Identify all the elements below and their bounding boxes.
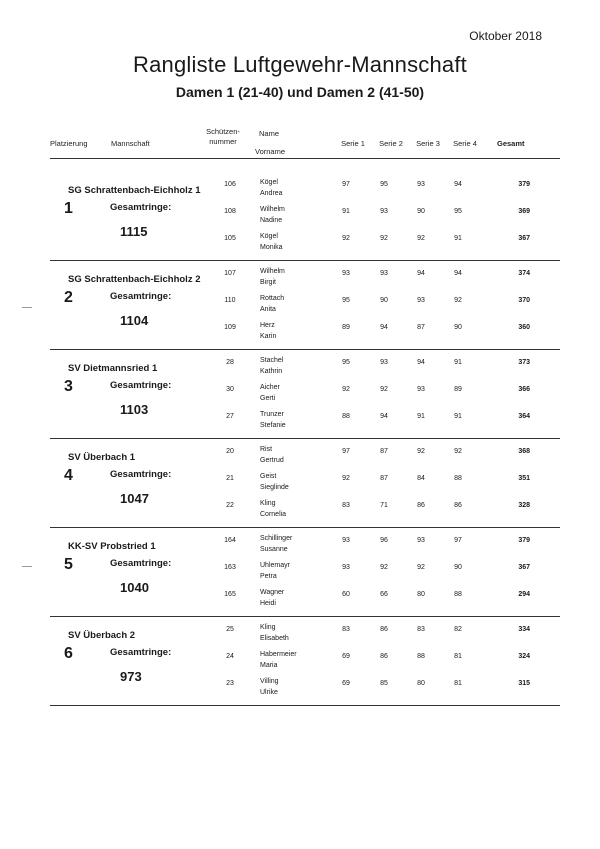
table-row [50,409,560,435]
shooter-first-name: Stefanie [260,422,286,429]
serie-2-score: 86 [380,653,388,660]
serie-3-score: 92 [417,235,425,242]
serie-2-score: 96 [380,537,388,544]
serie-1-score: 93 [342,564,350,571]
shooter-last-name: Wagner [260,589,285,596]
team-block [50,528,560,618]
table-row [50,676,560,702]
serie-4-score: 91 [454,235,462,242]
shooter-last-name: Kögel [260,179,278,186]
serie-2-score: 85 [380,680,388,687]
gesamtringe-label: Gesamtringe: [110,380,172,391]
serie-1-score: 93 [342,270,350,277]
team-name: SV Dietmannsried 1 [68,363,158,374]
header-schuetzennummer [200,127,246,147]
serie-2-score: 71 [380,502,388,509]
shooter-total: 334 [518,626,530,633]
serie-3-score: 93 [417,181,425,188]
table-row [50,293,560,319]
shooter-last-name: Geist [260,473,277,480]
header-schuetzennummer-line1: Schützen- [206,127,240,136]
serie-1-score: 92 [342,386,350,393]
gesamtringe-label: Gesamtringe: [110,291,172,302]
header-gesamt: Gesamt [497,139,525,148]
page-subtitle: Damen 1 (21-40) und Damen 2 (41-50) [175,84,425,100]
shooter-total: 374 [518,270,530,277]
serie-1-score: 88 [342,413,350,420]
shooter-total: 370 [518,297,530,304]
shooter-last-name: Trunzer [260,411,284,418]
serie-4-score: 90 [454,324,462,331]
header-schuetzennummer-line2: nummer [209,137,237,146]
table-row [50,649,560,675]
shooter-total: 360 [518,324,530,331]
shooter-first-name: Ulrike [260,689,278,696]
shooter-total: 368 [518,448,530,455]
shooter-first-name: Anita [260,306,276,313]
serie-4-score: 95 [454,208,462,215]
team-block [50,172,560,262]
shooter-number: 28 [226,359,234,366]
shooter-last-name: Villing [260,678,279,685]
scan-mark [22,307,32,308]
serie-1-score: 83 [342,626,350,633]
table-row [50,266,560,292]
serie-4-score: 90 [454,564,462,571]
shooter-number: 164 [224,537,236,544]
serie-2-score: 93 [380,359,388,366]
header-mannschaft: Mannschaft [111,139,150,148]
team-rank: 5 [64,556,73,573]
serie-4-score: 94 [454,270,462,277]
shooter-first-name: Kathrin [260,368,283,375]
shooter-total: 369 [518,208,530,215]
gesamtringe-value: 973 [120,669,142,684]
serie-2-score: 86 [380,626,388,633]
shooter-total: 324 [518,653,530,660]
shooter-last-name: Rist [260,446,273,453]
serie-3-score: 80 [417,680,425,687]
serie-1-score: 95 [342,359,350,366]
shooter-first-name: Susanne [260,546,288,553]
shooter-first-name: Karin [260,333,277,340]
shooter-number: 106 [224,181,236,188]
team-name: SG Schrattenbach-Eichholz 1 [68,185,201,196]
serie-2-score: 95 [380,181,388,188]
team-rank: 2 [64,289,73,306]
serie-4-score: 81 [454,653,462,660]
shooter-number: 20 [226,448,234,455]
team-divider [50,705,560,706]
serie-4-score: 91 [454,359,462,366]
shooter-last-name: Herz [260,322,275,329]
shooter-first-name: Nadine [260,217,283,224]
gesamtringe-label: Gesamtringe: [110,647,172,658]
serie-1-score: 60 [342,591,350,598]
serie-2-score: 93 [380,270,388,277]
shooter-first-name: Elisabeth [260,635,289,642]
shooter-last-name: Kling [260,624,276,631]
shooter-number: 30 [226,386,234,393]
serie-3-score: 91 [417,413,425,420]
header-platzierung: Platzierung [50,139,88,148]
serie-2-score: 94 [380,413,388,420]
shooter-first-name: Maria [260,662,278,669]
serie-2-score: 92 [380,235,388,242]
header-serie1: Serie 1 [341,139,365,148]
shooter-last-name: Kögel [260,233,278,240]
serie-3-score: 90 [417,208,425,215]
serie-1-score: 69 [342,680,350,687]
serie-3-score: 80 [417,591,425,598]
table-row [50,204,560,230]
shooter-total: 328 [518,502,530,509]
shooter-last-name: Schillinger [260,535,293,542]
shooter-last-name: Uhlemayr [260,562,290,569]
shooter-number: 27 [226,413,234,420]
serie-4-score: 86 [454,502,462,509]
shooter-number: 24 [226,653,234,660]
scan-mark [22,566,32,567]
serie-1-score: 97 [342,448,350,455]
team-name: KK-SV Probstried 1 [68,541,156,552]
serie-4-score: 91 [454,413,462,420]
shooter-last-name: Stachel [260,357,284,364]
serie-1-score: 93 [342,537,350,544]
serie-3-score: 84 [417,475,425,482]
shooter-total: 351 [518,475,530,482]
table-row [50,533,560,559]
page-title: Rangliste Luftgewehr-Mannschaft [133,52,467,77]
shooter-last-name: Habermeier [260,651,297,658]
table-row [50,471,560,497]
shooter-last-name: Kling [260,500,276,507]
gesamtringe-value: 1040 [120,580,149,595]
shooter-first-name: Andrea [260,190,283,197]
serie-1-score: 89 [342,324,350,331]
team-rank: 3 [64,378,73,395]
serie-3-score: 93 [417,386,425,393]
shooter-first-name: Monika [260,244,283,251]
shooter-first-name: Gerti [260,395,276,402]
serie-3-score: 94 [417,359,425,366]
shooter-total: 373 [518,359,530,366]
shooter-total: 379 [518,181,530,188]
team-rank: 1 [64,200,73,217]
shooter-number: 107 [224,270,236,277]
serie-2-score: 92 [380,564,388,571]
serie-2-score: 94 [380,324,388,331]
shooter-number: 163 [224,564,236,571]
serie-3-score: 83 [417,626,425,633]
gesamtringe-label: Gesamtringe: [110,202,172,213]
serie-1-score: 83 [342,502,350,509]
shooter-total: 367 [518,564,530,571]
shooter-number: 21 [226,475,234,482]
serie-4-score: 88 [454,475,462,482]
table-row [50,231,560,257]
table-row [50,587,560,613]
serie-1-score: 97 [342,181,350,188]
gesamtringe-value: 1104 [120,313,149,328]
shooter-number: 165 [224,591,236,598]
serie-1-score: 95 [342,297,350,304]
gesamtringe-label: Gesamtringe: [110,558,172,569]
date-label: Oktober 2018 [469,29,542,43]
shooter-last-name: Wilhelm [260,206,285,213]
serie-2-score: 87 [380,448,388,455]
serie-3-score: 92 [417,564,425,571]
header-serie3: Serie 3 [416,139,440,148]
team-rank: 6 [64,645,73,662]
shooter-total: 364 [518,413,530,420]
serie-4-score: 92 [454,448,462,455]
table-row [50,177,560,203]
serie-1-score: 92 [342,235,350,242]
serie-3-score: 94 [417,270,425,277]
team-block [50,617,560,707]
shooter-total: 366 [518,386,530,393]
serie-1-score: 92 [342,475,350,482]
team-name: SV Überbach 2 [68,630,136,641]
shooter-number: 110 [224,297,236,304]
serie-3-score: 86 [417,502,425,509]
table-row [50,355,560,381]
team-rank: 4 [64,467,73,484]
shooter-total: 315 [518,680,530,687]
gesamtringe-label: Gesamtringe: [110,469,172,480]
shooter-first-name: Heidi [260,600,276,607]
serie-4-score: 88 [454,591,462,598]
table-row [50,498,560,524]
serie-4-score: 89 [454,386,462,393]
shooter-number: 109 [224,324,236,331]
shooter-number: 22 [226,502,234,509]
shooter-first-name: Birgit [260,279,276,286]
shooter-last-name: Rottach [260,295,285,302]
shooter-number: 25 [226,626,234,633]
serie-3-score: 93 [417,297,425,304]
team-block [50,350,560,440]
table-row [50,444,560,470]
gesamtringe-value: 1047 [120,491,149,506]
serie-3-score: 87 [417,324,425,331]
serie-2-score: 87 [380,475,388,482]
team-block [50,261,560,351]
serie-3-score: 93 [417,537,425,544]
serie-4-score: 82 [454,626,462,633]
serie-4-score: 97 [454,537,462,544]
shooter-total: 379 [518,537,530,544]
serie-2-score: 66 [380,591,388,598]
table-row [50,382,560,408]
header-vorname: Vorname [255,147,286,156]
shooter-number: 108 [224,208,236,215]
gesamtringe-value: 1103 [120,402,149,417]
team-name: SV Überbach 1 [68,452,136,463]
table-row [50,320,560,346]
serie-2-score: 90 [380,297,388,304]
shooter-first-name: Sieglinde [260,484,289,491]
serie-4-score: 81 [454,680,462,687]
table-row [50,560,560,586]
serie-4-score: 92 [454,297,462,304]
serie-2-score: 93 [380,208,388,215]
team-name: SG Schrattenbach-Eichholz 2 [68,274,201,285]
shooter-total: 294 [518,591,530,598]
serie-2-score: 92 [380,386,388,393]
serie-3-score: 88 [417,653,425,660]
shooter-number: 105 [224,235,236,242]
header-divider [50,158,560,159]
team-block [50,439,560,529]
shooter-number: 23 [226,680,234,687]
shooter-total: 367 [518,235,530,242]
header-name: Name [259,129,280,138]
shooter-first-name: Cornelia [260,511,287,518]
serie-1-score: 91 [342,208,350,215]
header-serie2: Serie 2 [379,139,403,148]
gesamtringe-value: 1115 [120,224,148,239]
serie-3-score: 92 [417,448,425,455]
serie-1-score: 69 [342,653,350,660]
shooter-last-name: Aicher [260,384,280,391]
table-row [50,622,560,648]
shooter-first-name: Gertrud [260,457,284,464]
serie-4-score: 94 [454,181,462,188]
shooter-last-name: Wilhelm [260,268,285,275]
header-serie4: Serie 4 [453,139,477,148]
shooter-first-name: Petra [260,573,277,580]
